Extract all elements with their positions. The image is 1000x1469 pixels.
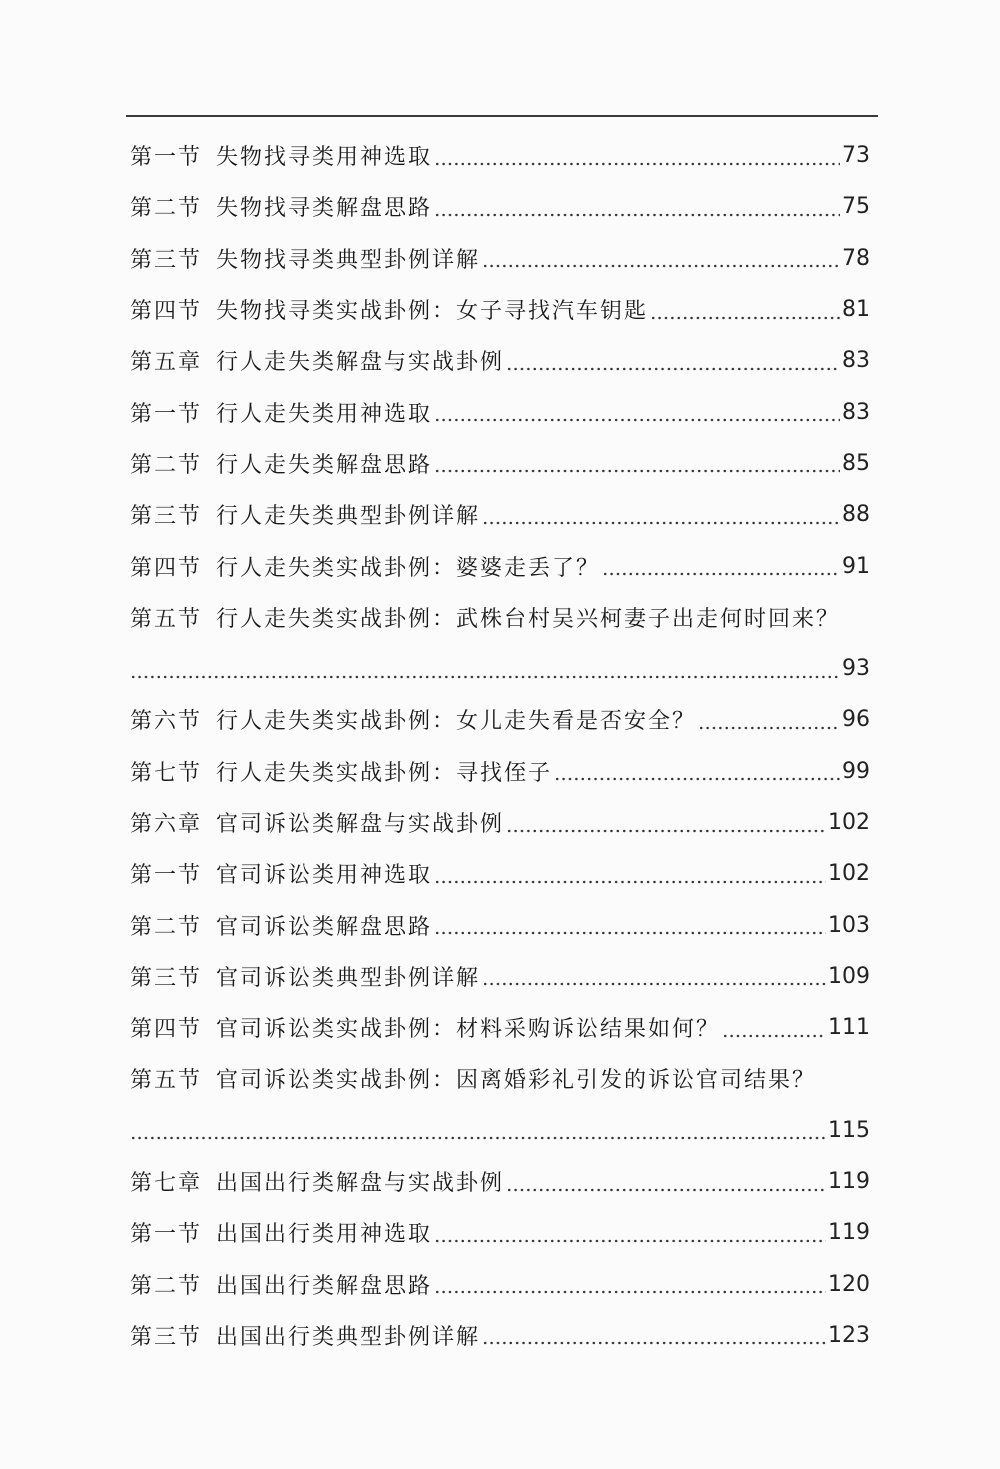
entry-title: 官司诉讼类实战卦例：因离婚彩礼引发的诉讼官司结果？ [216,1068,817,1094]
toc-entry-chapter[interactable] [130,335,870,386]
toc-entry[interactable] [130,386,870,437]
dot-leader [722,1017,826,1039]
page-number: 123 [828,1322,870,1348]
entry-label: 第七章 [130,1171,203,1197]
dot-leader [482,965,826,987]
entry-title: 出国出行类用神选取 [216,1222,433,1248]
entry-label: 第七节 [130,760,203,786]
toc-entry[interactable] [130,592,870,643]
dot-leader [434,452,840,474]
entry-title: 失物找寻类实战卦例：女子寻找汽车钥匙 [216,299,649,325]
entry-title: 失物找寻类解盘思路 [216,196,433,222]
page-number: 96 [842,707,870,733]
entry-label: 第四节 [130,299,203,325]
entry-title: 行人走失类实战卦例：婆婆走丢了？ [216,555,601,581]
entry-label: 第四节 [130,555,203,581]
entry-label: 第三节 [130,247,203,273]
page-number: 102 [828,861,870,887]
entry-title: 行人走失类实战卦例：寻找侄子 [216,760,553,786]
toc-entry[interactable] [130,181,870,232]
page-number: 73 [842,143,870,169]
entry-label: 第五章 [130,350,203,376]
dot-leader [434,914,826,936]
page-number: 75 [842,194,870,220]
page-number: 93 [842,656,870,682]
toc-entry[interactable] [130,284,870,335]
entry-title: 失物找寻类用神选取 [216,145,433,171]
dot-leader [506,812,826,834]
dot-leader [434,1273,826,1295]
page-number: 103 [828,912,870,938]
entry-label: 第一节 [130,863,203,889]
entry-label: 第三节 [130,1324,203,1350]
entry-title: 官司诉讼类解盘思路 [216,914,433,940]
toc-entry-chapter[interactable] [130,1156,870,1207]
toc-entry[interactable] [130,1310,870,1361]
toc-entry-continuation[interactable] [130,1105,870,1156]
toc-entry-continuation[interactable] [130,643,870,694]
table-of-contents [130,130,870,1361]
toc-entry[interactable] [130,1002,870,1053]
entry-label: 第四节 [130,1017,203,1043]
page-number: 99 [842,758,870,784]
dot-leader [506,1171,826,1193]
dot-leader [602,555,840,577]
page-number: 120 [828,1271,870,1297]
dot-leader [434,196,840,218]
entry-title: 出国出行类解盘与实战卦例 [216,1171,505,1197]
page-number: 109 [828,963,870,989]
entry-label: 第二节 [130,196,203,222]
toc-entry[interactable] [130,746,870,797]
toc-entry[interactable] [130,233,870,284]
dot-leader [698,709,840,731]
header-rule [126,115,878,117]
dot-leader [434,401,840,423]
page-number: 85 [842,450,870,476]
page-number: 88 [842,502,870,528]
entry-title: 行人走失类解盘思路 [216,452,433,478]
entry-title: 行人走失类实战卦例：武株台村吴兴柯妻子出走何时回来？ [216,606,841,632]
entry-title: 官司诉讼类典型卦例详解 [216,965,481,991]
entry-title: 行人走失类典型卦例详解 [216,504,481,530]
toc-entry[interactable] [130,438,870,489]
toc-entry[interactable] [130,130,870,181]
page-number: 81 [842,297,870,323]
dot-leader [506,350,840,372]
dot-leader [482,504,840,526]
entry-title: 行人走失类用神选取 [216,401,433,427]
entry-label: 第一节 [130,145,203,171]
toc-entry[interactable] [130,1207,870,1258]
page-number: 119 [828,1169,870,1195]
toc-entry[interactable] [130,1053,870,1104]
page-number: 78 [842,245,870,271]
page-number: 111 [828,1015,870,1041]
entry-title: 出国出行类解盘思路 [216,1273,433,1299]
entry-title: 失物找寻类典型卦例详解 [216,247,481,273]
dot-leader [130,658,840,680]
entry-label: 第六章 [130,812,203,837]
entry-label: 第二节 [130,914,203,940]
toc-entry-chapter[interactable] [130,797,870,848]
entry-label: 第三节 [130,504,203,530]
entry-title: 行人走失类解盘与实战卦例 [216,350,505,376]
page-number: 91 [842,553,870,579]
entry-label: 第五节 [130,606,203,632]
toc-entry[interactable] [130,489,870,540]
toc-entry[interactable] [130,899,870,950]
entry-label: 第六节 [130,709,203,735]
page-number: 102 [828,810,870,835]
dot-leader [434,1222,826,1244]
entry-label: 第二节 [130,1273,203,1299]
toc-entry[interactable] [130,1259,870,1310]
entry-label: 第一节 [130,1222,203,1248]
page-number: 115 [828,1117,870,1143]
entry-title: 官司诉讼类解盘与实战卦例 [216,812,505,837]
entry-title: 官司诉讼类用神选取 [216,863,433,889]
toc-entry[interactable] [130,540,870,591]
page-number: 83 [842,399,870,425]
dot-leader [482,247,840,269]
page-number: 119 [828,1220,870,1246]
dot-leader [650,299,840,321]
page-number: 83 [842,348,870,374]
entry-label: 第三节 [130,965,203,991]
entry-title: 行人走失类实战卦例：女儿走失看是否安全？ [216,709,697,735]
entry-title: 出国出行类典型卦例详解 [216,1324,481,1350]
dot-leader [434,863,826,885]
toc-entry[interactable] [130,694,870,745]
dot-leader [130,1119,826,1141]
dot-leader [554,760,840,782]
toc-entry[interactable] [130,848,870,899]
dot-leader [434,145,840,167]
entry-label: 第二节 [130,452,203,478]
entry-label: 第五节 [130,1068,203,1094]
toc-entry[interactable] [130,951,870,1002]
entry-title: 官司诉讼类实战卦例：材料采购诉讼结果如何？ [216,1017,721,1043]
dot-leader [482,1324,826,1346]
entry-label: 第一节 [130,401,203,427]
